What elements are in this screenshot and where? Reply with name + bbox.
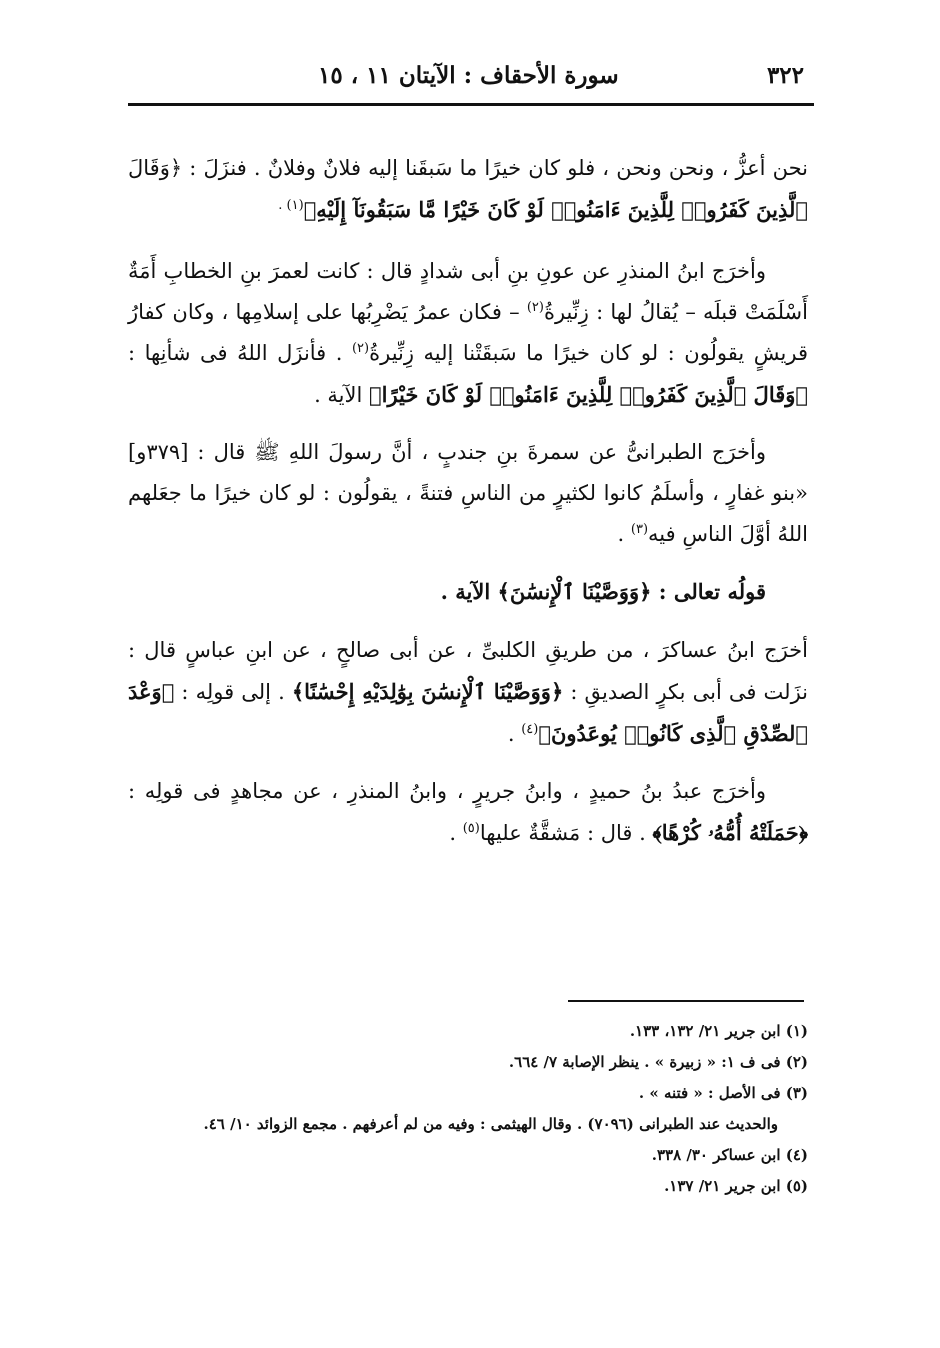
text-line: نزَلت فى أبى بكرٍ الصديقِ :: [563, 680, 808, 704]
paragraph-2: [128, 251, 808, 416]
text-line: . قال : مَشقَّةٌ عليها: [479, 821, 653, 845]
page-header: [128, 62, 808, 96]
footnote-rule: [568, 1000, 804, 1002]
footnote-ref: (٣): [630, 522, 649, 537]
text-line: وأخرَج الطبرانىُّ عن سمرةَ بنِ جندبٍ ، أنَّ رسولَ اللهِ ﷺ قال : [٣٧٩و] «بنو: [128, 440, 808, 505]
footnote-ref: (١) .: [278, 198, 304, 213]
text-line: . إلى قولِه :: [181, 680, 292, 704]
text-line: نحن أعزُّ ، ونحن ونحن ، فلو كان خيرًا ما سَبقَنا إليه فلانٌ وفلانٌ . فنزَلَ : ﴿وَقَالَ: [128, 156, 808, 180]
paragraph-3: [128, 432, 808, 555]
paragraph-4: [128, 630, 808, 755]
quran-verse: ﴿وَعْدَ ٱلصِّدْقِ ٱلَّذِى كَانُوا۟ يُوعَدُونَ﴾: [128, 679, 808, 746]
text-line: . فأنزَل اللهُ فى شأنِها :: [128, 341, 352, 365]
text-line: .: [617, 522, 631, 546]
paragraph-5: [128, 771, 808, 854]
paragraph-1: [128, 148, 808, 231]
quran-verse: ﴿وَقَالَ ٱلَّذِينَ كَفَرُوا۟ لِلَّذِينَ ءَامَنُوا۟ لَوْ كَانَ خَيْرًا﴾: [369, 382, 808, 407]
section-heading: [128, 571, 808, 612]
text-line: .: [449, 821, 463, 845]
footnote-ref: (٢): [351, 341, 370, 356]
footnote-4: (٤) ابن عساكر ٣٠/ ٣٣٨.: [651, 1146, 808, 1164]
main-text: [128, 148, 808, 870]
text-line: غفارٍ ، وأسلَمُ كانوا لكثيرٍ من الناسِ فتنةً ، يقولُون : لو كان خيرًا ما جعَلهم اللهُ: [128, 481, 808, 546]
text-line: – فكان عمرُ يَضْرِبُها على إسلامِها ، وكان: [172, 300, 527, 324]
footnote-2: (٢) فى ف ١: « زبيرة » . ينظر الإصابة ٧/ ٦٦٤.: [508, 1053, 808, 1071]
page-number: ٣٢٢: [766, 62, 804, 89]
quran-verse: ﴿وَوَصَّيْنَا ٱلْإِنسَٰنَ بِوَٰلِدَيْهِ إِحْسَٰنًا﴾: [291, 679, 564, 704]
header-rule: [128, 103, 814, 106]
text-line: أخرَج ابنُ عساكرَ ، من طريقِ الكلبىِّ ، عن أبى صالحٍ ، عن ابنِ عباسٍ قال :: [128, 638, 808, 662]
text-line: أوَّلَ الناسِ فيه: [648, 522, 771, 546]
text-line: الآية .: [440, 579, 498, 604]
quran-verse: ﴿وَوَصَّيْنَا ٱلْإِنسَٰنَ﴾: [497, 579, 652, 604]
footnote-ref: (٥): [462, 821, 480, 836]
footnote-5: (٥) ابن جرير ٢١/ ١٣٧.: [664, 1177, 808, 1195]
text-line: وأخرَج عبدُ بنُ حميدٍ ، وابنُ جريرٍ ، وابنُ المنذرِ ، عن مجاهدٍ فى قولِه :: [128, 779, 766, 803]
text-line: أَسْلَمَتْ قبلَه – يُقالُ لها : زِنِّيرةُ: [543, 300, 808, 324]
text-line: وأخرَج ابنُ المنذرِ عن عونِ بنِ أبى شدادٍ قال : كانت لعمرَ بنِ الخطابِ أَمَةٌ: [128, 259, 766, 283]
text-line: الآية .: [314, 383, 370, 407]
footnote-3: (٣) فى الأصل : « فتنه » .: [638, 1084, 808, 1102]
heading-label: قولُه تعالى :: [651, 579, 766, 604]
quran-verse: ﴿حَمَلَتْهُ أُمُّهُۥ كُرْهًا﴾: [652, 820, 808, 845]
footnote-1: (١) ابن جرير ٢١/ ١٣٢، ١٣٣.: [629, 1022, 808, 1040]
footnote-ref: (٤): [521, 722, 539, 737]
text-line: .: [507, 722, 522, 746]
footnotes: [128, 1016, 808, 1202]
footnote-3-continuation: والحديث عند الطبرانى (٧٠٩٦) . وقال الهيثمى : وفيه من لم أعرفهم . مجمع الزوائد ١٠/ ٤٦.: [203, 1115, 778, 1133]
text-line: كفارُ قريشٍ يقولُون : لو كان خيرًا ما سَبقَتْنا إليه زِنِّيرةُ: [128, 300, 808, 365]
running-title: سورة الأحقاف : الآيتان ١١ ، ١٥: [318, 62, 619, 89]
footnote-ref: (٢): [526, 300, 544, 315]
quran-verse: ٱلَّذِينَ كَفَرُوا۟ لِلَّذِينَ ءَامَنُوا۟ لَوْ كَانَ خَيْرًا مَّا سَبَقُونَآ إِلَيْهِ﴾: [303, 197, 808, 222]
